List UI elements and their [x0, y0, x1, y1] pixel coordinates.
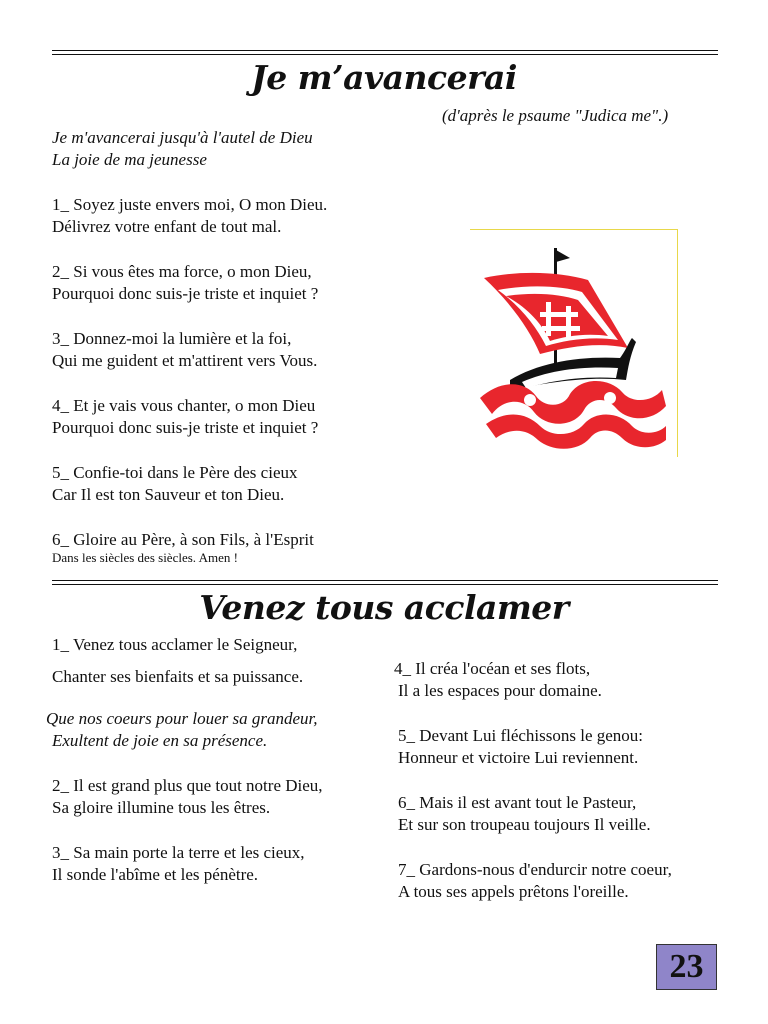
verse-line: 6_ Mais il est avant tout le Pasteur,	[398, 793, 637, 812]
verse-line: Et sur son troupeau toujours Il veille.	[398, 815, 651, 834]
verse-line: A tous ses appels prêtons l'oreille.	[398, 882, 629, 901]
verse-line: Honneur et victoire Lui reviennent.	[398, 748, 639, 767]
song2-lyrics-left	[46, 634, 352, 886]
refrain-line: La joie de ma jeunesse	[52, 150, 207, 169]
verse-line: 3_ Donnez-moi la lumière et la foi,	[52, 329, 292, 348]
ship-image-frame	[470, 229, 678, 457]
verse-line: 2_ Si vous êtes ma force, o mon Dieu,	[52, 262, 312, 281]
song2-title: Venez tous acclamer	[199, 588, 569, 627]
verse-line: 5_ Confie-toi dans le Père des cieux	[52, 463, 298, 482]
verse-line: Chanter ses bienfaits et sa puissance.	[52, 667, 304, 686]
verse-line: Qui me guident et m'attirent vers Vous.	[52, 351, 318, 370]
song1-title: Je m’avancerai	[251, 58, 517, 97]
verse-line: Car Il est ton Sauveur et ton Dieu.	[52, 485, 285, 504]
song1-lyrics	[52, 127, 327, 565]
refrain-line: Que nos coeurs pour louer sa grandeur,	[46, 709, 318, 728]
verse-line: Délivrez votre enfant de tout mal.	[52, 217, 282, 236]
page-number: 23	[656, 944, 717, 990]
verse-line-small: Dans les siècles des siècles. Amen !	[52, 550, 238, 565]
verse-line: 6_ Gloire au Père, à son Fils, à l'Esprit	[52, 530, 314, 549]
verse-line: 4_ Et je vais vous chanter, o mon Dieu	[52, 396, 316, 415]
verse-line: Il a les espaces pour domaine.	[398, 681, 602, 700]
verse-line: 1_ Soyez juste envers moi, O mon Dieu.	[52, 195, 328, 214]
verse-line: 3_ Sa main porte la terre et les cieux,	[52, 843, 305, 862]
refrain-line: Exultent de joie en sa présence.	[52, 731, 268, 750]
verse-line: 7_ Gardons-nous d'endurcir notre coeur,	[398, 860, 672, 879]
verse-line: Pourquoi donc suis-je triste et inquiet ?	[52, 418, 319, 437]
refrain-line: Je m'avancerai jusqu'à l'autel de Dieu	[52, 128, 313, 147]
verse-line: 1_ Venez tous acclamer le Seigneur,	[52, 635, 298, 654]
song1-source: (d'après le psaume "Judica me".)	[442, 106, 669, 125]
top-rule	[52, 50, 718, 55]
song2-lyrics-right	[394, 658, 698, 903]
verse-line: Pourquoi donc suis-je triste et inquiet ?	[52, 284, 319, 303]
ship-logo-icon	[470, 230, 676, 456]
verse-line: 2_ Il est grand plus que tout notre Dieu,	[52, 776, 323, 795]
verse-line: 5_ Devant Lui fléchissons le genou:	[398, 726, 644, 745]
middle-rule	[52, 580, 718, 585]
verse-line: 4_ Il créa l'océan et ses flots,	[394, 659, 591, 678]
verse-line: Il sonde l'abîme et les pénètre.	[52, 865, 259, 884]
verse-line: Sa gloire illumine tous les êtres.	[52, 798, 271, 817]
